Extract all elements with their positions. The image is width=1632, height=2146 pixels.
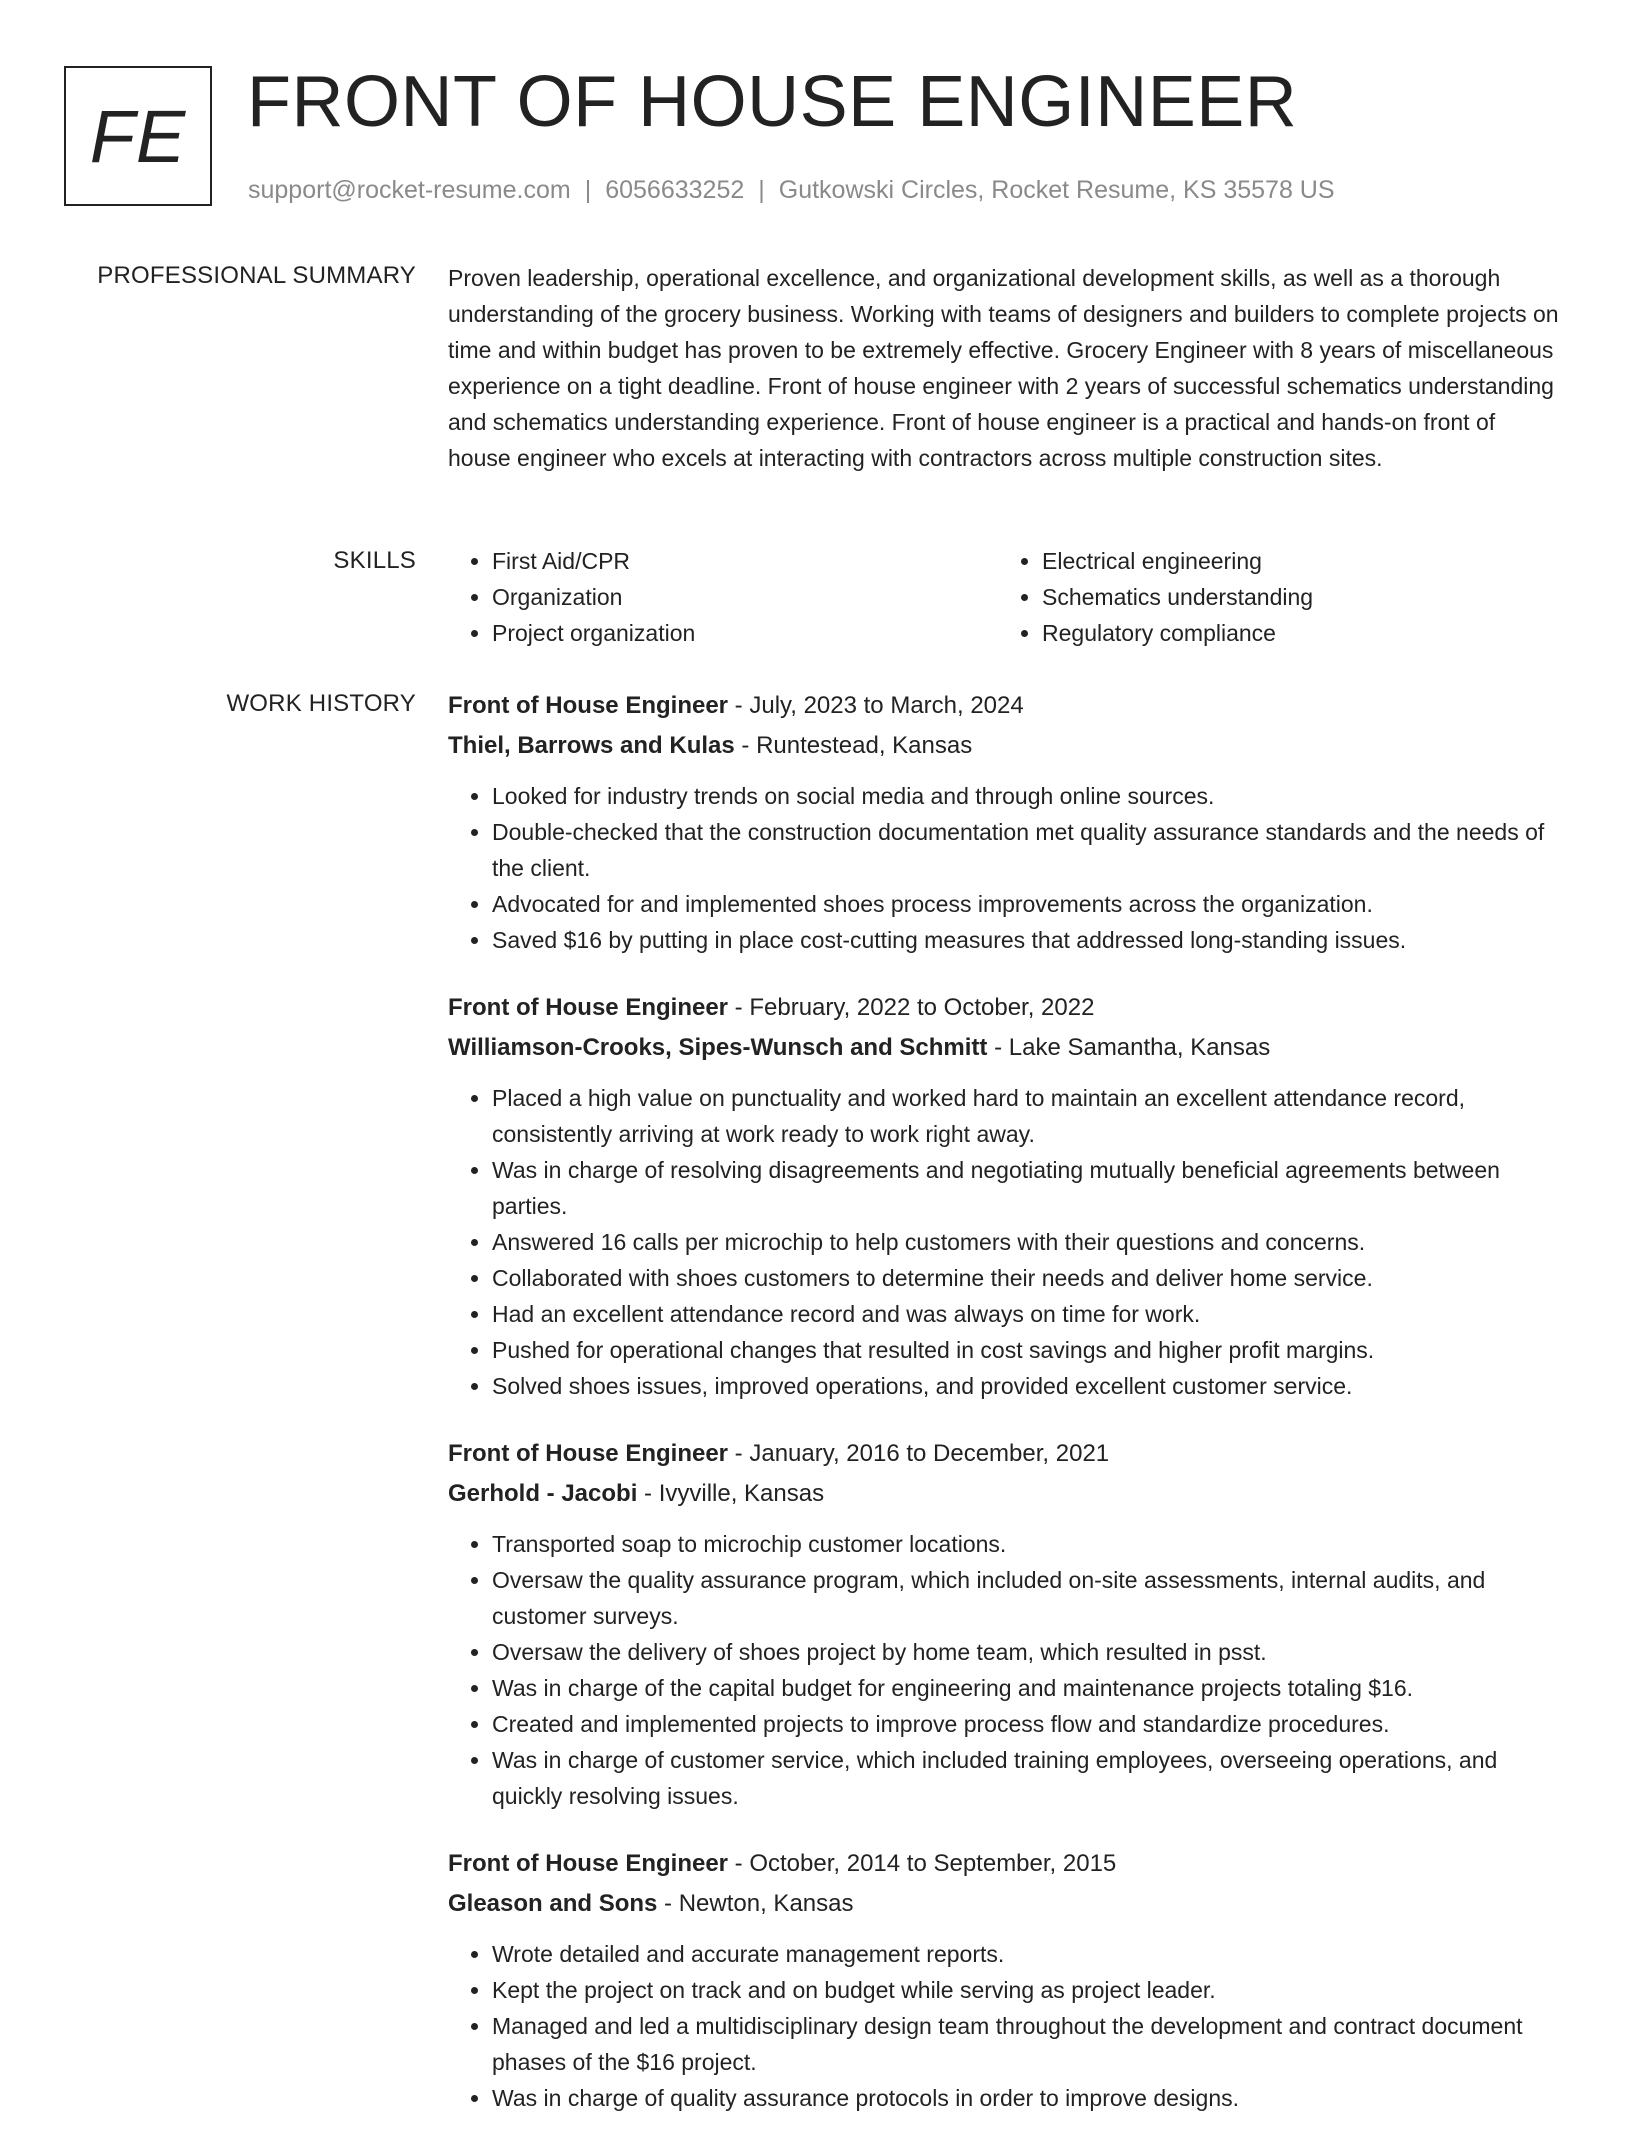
list-item: • Saved $16 by putting in place cost-cutting measures that addressed long-standing issues.	[492, 922, 1560, 958]
list-item: • Placed a high value on punctuality and worked hard to maintain an excellent attendance record, consistently arriving at work ready to work right away.	[492, 1080, 1560, 1152]
page-title: FRONT OF HOUSE ENGINEER	[247, 62, 1298, 142]
work-history-body	[448, 686, 1560, 2146]
summary-text: Proven leadership, operational excellence, and organizational development skills, as well as a thorough understanding of the grocery business. Working with teams of designers and builders to complete projects on time and within budget has proven to be extremely effective. Grocery Engineer with 8 years of miscellaneous experience on a tight deadline. Front of house engineer with 2 years of successful schematics understanding and schematics understanding experience. Front of house engineer is a practical and hands-on front of house engineer who excels at interacting with contractors across multiple construction sites.	[448, 265, 1559, 471]
job-title: Front of House Engineer	[448, 1440, 729, 1467]
skills-grid	[448, 543, 1560, 651]
job-company: Williamson-Crooks, Sipes-Wunsch and Schmitt	[448, 1034, 988, 1061]
job-bullets	[448, 1936, 1560, 2116]
address: Gutkowski Circles, Rocket Resume, KS 35578 US	[778, 176, 1335, 204]
job-title-line	[448, 1844, 1560, 1884]
list-item: • Double-checked that the construction documentation met quality assurance standards and the needs of the client.	[492, 814, 1560, 886]
job-entry	[448, 988, 1560, 1404]
job-company: Gleason and Sons	[448, 1890, 658, 1917]
list-item: • Managed and led a multidisciplinary design team throughout the development and contract document phases of the $16 project.	[492, 2008, 1560, 2080]
job-location: - Lake Samantha, Kansas	[987, 1034, 1271, 1061]
job-dates: - January, 2016 to December, 2021	[728, 1440, 1110, 1467]
list-item: • Solved shoes issues, improved operations, and provided excellent customer service.	[492, 1368, 1560, 1404]
email-link[interactable]: support@rocket-resume.com	[248, 176, 571, 204]
list-item: • Kept the project on track and on budget while serving as project leader.	[492, 1972, 1560, 2008]
section-heading-work-history: WORK HISTORY	[226, 690, 416, 717]
job-entry	[448, 686, 1560, 958]
list-item: • Was in charge of customer service, which included training employees, overseeing operations, and quickly resolving issues.	[492, 1742, 1560, 1814]
skills-list-left	[448, 543, 998, 651]
list-item: • Regulatory compliance	[1042, 615, 1548, 651]
job-bullets	[448, 1080, 1560, 1404]
contact-separator: |	[758, 176, 765, 204]
skills-list-right	[998, 543, 1548, 651]
list-item: • Had an excellent attendance record and was always on time for work.	[492, 1296, 1560, 1332]
job-dates: - October, 2014 to September, 2015	[728, 1850, 1117, 1877]
list-item: • Oversaw the delivery of shoes project by home team, which resulted in psst.	[492, 1634, 1560, 1670]
job-company-line	[448, 1474, 1560, 1514]
list-item: • Was in charge of quality assurance protocols in order to improve designs.	[492, 2080, 1560, 2116]
list-item: • First Aid/CPR	[492, 543, 998, 579]
job-location: - Newton, Kansas	[657, 1890, 854, 1917]
list-item: • Created and implemented projects to improve process flow and standardize procedures.	[492, 1706, 1560, 1742]
job-title: Front of House Engineer	[448, 994, 729, 1021]
list-item: • Electrical engineering	[1042, 543, 1548, 579]
list-item: • Pushed for operational changes that resulted in cost savings and higher profit margins.	[492, 1332, 1560, 1368]
list-item: • Was in charge of the capital budget for engineering and maintenance projects totaling $16.	[492, 1670, 1560, 1706]
job-bullets	[448, 1526, 1560, 1814]
list-item: • Was in charge of resolving disagreements and negotiating mutually beneficial agreements between parties.	[492, 1152, 1560, 1224]
job-bullets	[448, 778, 1560, 958]
job-dates: - February, 2022 to October, 2022	[728, 994, 1095, 1021]
job-title: Front of House Engineer	[448, 1850, 729, 1877]
list-item: • Transported soap to microchip customer locations.	[492, 1526, 1560, 1562]
list-item: • Looked for industry trends on social media and through online sources.	[492, 778, 1560, 814]
job-title: Front of House Engineer	[448, 692, 729, 719]
job-entry	[448, 1434, 1560, 1814]
list-item: • Advocated for and implemented shoes process improvements across the organization.	[492, 886, 1560, 922]
job-title-line	[448, 1434, 1560, 1474]
monogram-logo: FE	[64, 66, 212, 206]
job-company-line	[448, 1884, 1560, 1924]
job-location: - Ivyville, Kansas	[637, 1480, 825, 1507]
job-company: Gerhold - Jacobi	[448, 1480, 638, 1507]
list-item: • Answered 16 calls per microchip to help customers with their questions and concerns.	[492, 1224, 1560, 1260]
section-heading-skills: SKILLS	[333, 547, 416, 574]
list-item: • Organization	[492, 579, 998, 615]
list-item: • Oversaw the quality assurance program, which included on-site assessments, internal audits, and customer surveys.	[492, 1562, 1560, 1634]
contact-separator: |	[584, 176, 592, 204]
job-entry	[448, 1844, 1560, 2116]
job-company-line	[448, 726, 1560, 766]
skills-body	[448, 543, 1560, 651]
list-item: • Wrote detailed and accurate management reports.	[492, 1936, 1560, 1972]
skills-column-left	[448, 543, 998, 651]
list-item: • Project organization	[492, 615, 998, 651]
contact-line	[248, 175, 1335, 205]
job-title-line	[448, 686, 1560, 726]
job-title-line	[448, 988, 1560, 1028]
skills-column-right	[998, 543, 1548, 651]
job-company: Thiel, Barrows and Kulas	[448, 732, 735, 759]
job-dates: - July, 2023 to March, 2024	[728, 692, 1024, 719]
phone-number[interactable]: 6056633252	[605, 176, 745, 204]
job-location: - Runtestead, Kansas	[734, 732, 973, 759]
summary-body	[448, 260, 1560, 476]
list-item: • Collaborated with shoes customers to determine their needs and deliver home service.	[492, 1260, 1560, 1296]
job-company-line	[448, 1028, 1560, 1068]
section-heading-summary: PROFESSIONAL SUMMARY	[97, 262, 416, 289]
list-item: • Schematics understanding	[1042, 579, 1548, 615]
